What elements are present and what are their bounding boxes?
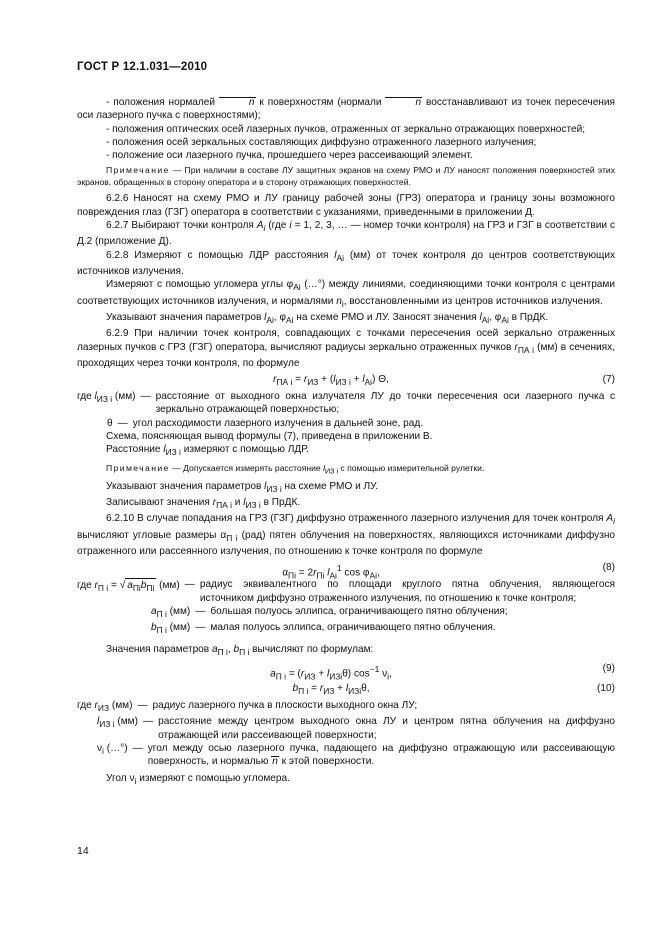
where-item: где $l_{ИЗ i}$ (мм) — расстояние от выходного окна излучателя ЛУ до точки пересечения оси лазерного пучка с зеркально отражающей поверхностью; [77, 391, 615, 416]
paragraph-6-2-8: 6.2.8 Измеряют с помощью ЛДР расстояния $l_{Ai}$ (мм) от точек контроля до центров соответствующих источников излучения. [77, 249, 616, 277]
note: Примечание — При наличии в составе ЛУ защитных экранов на схему РМО и ЛУ наносят положения поверхностей этих экранов, обращенных в сторону оператора и в сторону отражающих поверхностей. [77, 165, 615, 187]
formula-number: (9) [602, 662, 615, 674]
paragraph-6-2-9: 6.2.9 При наличии точек контроля, совпадающих с точками пересечения осей зеркально отраженных лазерных пучков с ГРЗ (ГЗГ) оператора, вычисляют радиусы зеркально отраженных пучков $r_{ПА i}$ (мм) в сечениях, проходящих через точки контроля, по формуле [77, 328, 615, 369]
formula-10: $b_{П i} = r_{ИЗ} + l_{ИЗi}\theta$, (10) [77, 679, 615, 699]
page-body [77, 96, 615, 789]
where-item: $a_{П i}$ (мм) — большая полуось эллипса, ограничивающего пятно облучения; [151, 606, 508, 620]
where-item: где $r_{П i}$ = √ $a_{Пi}b_{Пi}$ (мм) — радиус эквивалентного по площади круглого пятна облучения, являющегося источником диффузно отраженного излучения, по отношению к точке контроля; [77, 579, 615, 604]
normal-vector-symbol: n [272, 756, 278, 768]
paragraph: Расстояние $l_{ИЗ i}$ измеряют с помощью ЛДР. [106, 444, 309, 458]
formula-number: (10) [597, 682, 615, 694]
normal-vector-symbol: n [385, 97, 422, 108]
formula-8: $\alpha_{Пi} = 2r_{Пi}$ $l_{Ai}^1$ $\cos \varphi_{Ai}$, (8) [77, 558, 615, 578]
paragraph: Указывают значения параметров $l_{ИЗ i}$ на схеме РМО и ЛУ. [106, 480, 379, 494]
note: Примечание — Допускается измерять расстояние $l_{ИЗ i}$ с помощью измерительной рулетки. [106, 462, 485, 476]
page-number: 14 [77, 845, 89, 857]
where-item: где $r_{ИЗ}$ (мм) — радиус лазерного пучка в плоскости выходного окна ЛУ; [77, 699, 418, 713]
list-item: - положение оси лазерного пучка, прошедшего через рассеивающий элемент. [106, 150, 473, 162]
paragraph: Схема, поясняющая вывод формулы (7), приведена в приложении В. [106, 431, 433, 443]
formula-number: (8) [602, 562, 615, 574]
sqrt-expression: $a_{Пi}b_{Пi}$ [125, 578, 156, 595]
paragraph-6-2-6: 6.2.6 Наносят на схему РМО и ЛУ границу рабочей зоны (ГРЗ) оператора и границу зоны возможного повреждения глаз (ГЗГ) оператора в соответствии с указаниями, приведенными в приложении Д. [77, 193, 615, 218]
page-header: ГОСТ Р 12.1.031—2010 [77, 61, 208, 73]
paragraph-6-2-7: 6.2.7 Выбирают точки контроля $A_i$ (где i = 1, 2, 3, … — номер точки контроля) на ГРЗ и ГЗГ в соответствии с Д.2 (приложение Д). [77, 220, 615, 248]
paragraph: Записывают значения $r_{ПА i}$ и $l_{ИЗ i}$ в ПрДК. [106, 497, 301, 511]
paragraph: Угол $\nu_i$ измеряют с помощью угломера. [106, 773, 290, 787]
normal-vector-symbol: n [219, 97, 256, 108]
formula-number: (7) [602, 374, 615, 386]
formula-7: $r_{ПА i} = r_{ИЗ} + (l_{ИЗ i} + l_{Ai})$ Θ, (7) [77, 370, 615, 390]
where-item: $b_{П i}$ (мм) — малая полуось эллипса, ограничивающего пятно облучения. [151, 622, 496, 636]
where-item: $l_{ИЗ i}$ (мм) — расстояние между центром выходного окна ЛУ и центром пятна облучения на диффузно отражающей или рассеивающей поверхности; [97, 716, 615, 741]
paragraph: Измеряют с помощью угломера углы $\varphi_{Ai}$ (…°) между линиями, соединяющими точки контроля с центрами соответствующих источников излучения, и нормалями $n_i$, восстановленными из центров источников излучения. [77, 279, 615, 309]
list-item: - положения осей зеркальных составляющих диффузно отраженного лазерного излучения; [106, 136, 537, 148]
list-item: - положения нормалей n к поверхностям (нормали n восстанавливают из точек пересечения оси лазерного пучка с поверхностями); [77, 97, 615, 122]
paragraph: Указывают значения параметров $l_{Ai}$, $\varphi_{Ai}$ на схеме РМО и ЛУ. Заносят значения $l_{Ai}$, $\varphi_{Ai}$ в ПрДК. [106, 311, 549, 325]
paragraph-6-2-10: 6.2.10 В случае попадания на ГРЗ (ГЗГ) диффузно отраженного лазерного излучения для точек контроля $A_i$ вычисляют угловые размеры $\alpha_{П i}$ (рад) пятен облучения на поверхностях, являющихся источниками диффузно отраженного или рассеянного излучения, по отношению к точке контроля по формуле [77, 513, 616, 558]
list-item: - положения оптических осей лазерных пучков, отраженных от зеркально отражающих поверхностей; [106, 123, 586, 135]
where-item: $\nu_i$ (…°) — угол между осью лазерного пучка, падающего на диффузно отражающую или рассеивающую поверхность, и нормалью n к этой поверхности. [97, 742, 615, 768]
formula-9: $a_{П i} = (r_{ИЗ} + l_{ИЗi}\theta)$ $\cos^{-1} \nu_i$, (9) [77, 659, 615, 679]
paragraph: Значения параметров $a_{П i}$, $b_{П i}$ вычисляют по формулам: [106, 643, 374, 657]
where-item: θ — угол расходимости лазерного излучения в дальней зоне, рад. [107, 417, 424, 429]
